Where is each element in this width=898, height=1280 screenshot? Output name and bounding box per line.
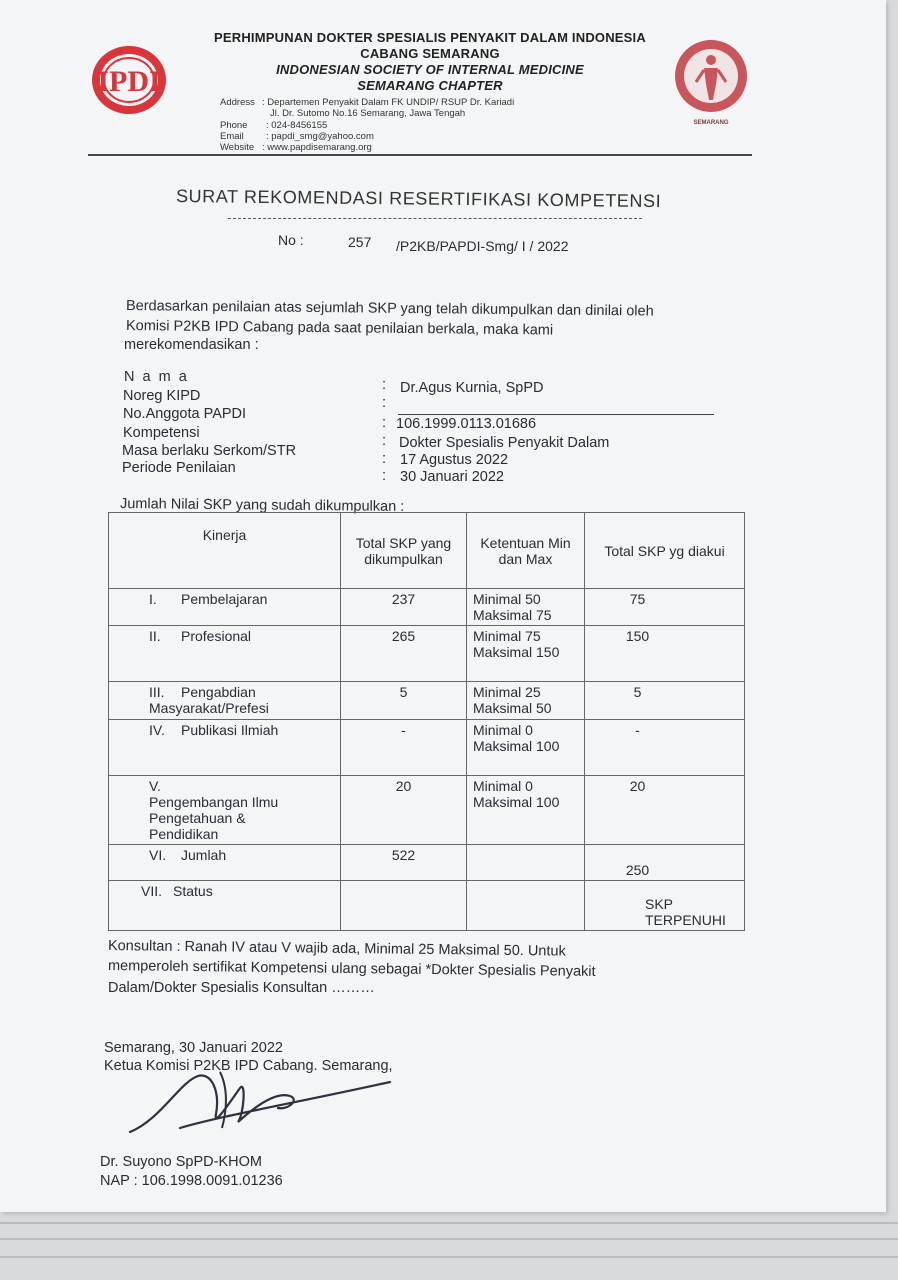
table-row xyxy=(109,682,745,720)
row-rule: Minimal 25 Maksimal 50 xyxy=(467,682,585,720)
row-rule xyxy=(467,845,585,881)
note-line3: Dalam/Dokter Spesialis Konsultan ……… xyxy=(108,980,375,996)
org-name-line3: INDONESIAN SOCIETY OF INTERNAL MEDICINE xyxy=(276,62,584,77)
phone-value: : 024-8456155 xyxy=(266,120,328,131)
field-sep: : xyxy=(382,433,387,449)
row-total xyxy=(341,881,467,931)
row-accepted: 75 xyxy=(585,589,745,626)
title-underline xyxy=(228,218,642,219)
row-name: Profesional xyxy=(181,628,252,644)
header-total-skp: Total SKP yang dikumpulkan xyxy=(341,513,467,589)
address-label: Address xyxy=(220,97,255,108)
row-accepted: - xyxy=(585,720,745,776)
field-value-competence: Dokter Spesialis Penyakit Dalam xyxy=(399,435,610,451)
row-accepted-status: SKP TERPENUHI xyxy=(585,881,745,931)
intro-line2: Komisi P2KB IPD Cabang pada saat penilaian berkala, maka kami xyxy=(125,318,554,339)
header-divider xyxy=(88,154,752,156)
table-header-row xyxy=(109,513,745,589)
field-sep: : xyxy=(382,377,387,393)
letter-title: SURAT REKOMENDASI RESERTIFIKASI KOMPETENSI xyxy=(175,186,662,212)
row-total: 237 xyxy=(341,589,467,626)
row-rule: Minimal 50 Maksimal 75 xyxy=(467,589,585,626)
letter-number-value: 257 xyxy=(348,234,372,250)
row-name: Pengabdian Masyarakat/Prefesi xyxy=(149,684,269,716)
field-sep: : xyxy=(382,468,387,484)
field-label: N a m a xyxy=(124,369,189,385)
header-total-diakui: Total SKP yg diakui xyxy=(585,513,745,589)
row-name: Pengembangan Ilmu Pengetahuan & Pendidikan xyxy=(149,794,279,842)
table-row xyxy=(109,720,745,776)
note-line2: memperoleh sertifikat Kompetensi ulang sebagai *Dokter Spesialis Penyakit xyxy=(107,958,596,980)
field-label: Periode Penilaian xyxy=(122,460,236,476)
field-label: Noreg KIPD xyxy=(123,388,201,404)
phone-label: Phone xyxy=(220,120,248,131)
header-kinerja: Kinerja xyxy=(109,513,341,589)
row-number: IV. xyxy=(149,722,165,738)
intro-line1: Berdasarkan penilaian atas sejumlah SKP yang telah dikumpulkan dan dinilai oleh xyxy=(125,298,654,320)
row-number: III. xyxy=(149,684,165,700)
field-sep: : xyxy=(382,415,387,431)
logo-left-lettering: IPDI xyxy=(97,65,161,98)
field-sep: : xyxy=(382,451,387,467)
row-name: Jumlah xyxy=(181,847,227,863)
row-accepted: 250 xyxy=(585,845,745,881)
email-value: : papdi_smg@yahoo.com xyxy=(266,131,374,142)
row-rule: Minimal 75 Maksimal 150 xyxy=(467,626,585,682)
row-name: Status xyxy=(173,883,213,899)
row-name: Pembelajaran xyxy=(181,591,268,607)
row-number: II. xyxy=(149,628,161,644)
table-row xyxy=(109,776,745,845)
email-label: Email xyxy=(220,131,244,142)
row-total: 522 xyxy=(341,845,467,881)
row-accepted: 150 xyxy=(585,626,745,682)
field-value-name: Dr.Agus Kurnia, SpPD xyxy=(400,380,544,396)
row-total: 265 xyxy=(341,626,467,682)
row-rule: Minimal 0 Maksimal 100 xyxy=(467,720,585,776)
field-sep: : xyxy=(382,395,387,411)
row-rule: Minimal 0 Maksimal 100 xyxy=(467,776,585,845)
table-caption: Jumlah Nilai SKP yang sudah dikumpulkan : xyxy=(119,496,405,515)
table-row xyxy=(109,845,745,881)
row-number: V. xyxy=(149,778,161,794)
header-ketentuan: Ketentuan Min dan Max xyxy=(467,513,585,589)
table-row xyxy=(109,589,745,626)
website-value: : www.papdisemarang.org xyxy=(262,142,372,153)
org-name-line1: PERHIMPUNAN DOKTER SPESIALIS PENYAKIT DALAM INDONESIA xyxy=(214,30,646,45)
org-name-line2: CABANG SEMARANG xyxy=(360,46,500,61)
signer-name: Dr. Suyono SpPD-KHOM xyxy=(100,1154,262,1170)
row-name: Publikasi Ilmiah xyxy=(181,722,279,738)
row-total: - xyxy=(341,720,467,776)
row-number: VI. xyxy=(149,847,167,863)
address-line2: Jl. Dr. Sutomo No.16 Semarang, Jawa Tengah xyxy=(270,108,466,119)
row-accepted: 20 xyxy=(585,776,745,845)
intro-line3: merekomendasikan : xyxy=(124,337,259,353)
signature-icon xyxy=(120,1062,420,1142)
table-row xyxy=(109,626,745,682)
row-rule xyxy=(467,881,585,931)
field-label: Masa berlaku Serkom/STR xyxy=(122,443,297,459)
row-number: I. xyxy=(149,591,157,607)
signer-nap: NAP : 106.1998.0091.01236 xyxy=(100,1173,283,1189)
skp-table xyxy=(108,512,745,931)
letter-number-suffix: /P2KB/PAPDI-Smg/ I / 2022 xyxy=(396,238,569,254)
place-date: Semarang, 30 Januari 2022 xyxy=(104,1040,283,1056)
row-accepted: 5 xyxy=(585,682,745,720)
row-total: 20 xyxy=(341,776,467,845)
note-line1: Konsultan : Ranah IV atau V wajib ada, Minimal 25 Maksimal 50. Untuk xyxy=(107,938,566,960)
field-value-validity: 17 Agustus 2022 xyxy=(400,452,509,468)
field-value-noreg-blank-line xyxy=(398,414,714,415)
field-value-period: 30 Januari 2022 xyxy=(400,469,504,485)
row-total: 5 xyxy=(341,682,467,720)
signer-role: Ketua Komisi P2KB IPD Cabang. Semarang, xyxy=(104,1058,393,1074)
org-name-line4: SEMARANG CHAPTER xyxy=(357,78,503,93)
letter-number-label: No : xyxy=(278,232,304,248)
table-row xyxy=(109,881,745,931)
field-value-member-number: 106.1999.0113.01686 xyxy=(396,416,537,432)
field-label: No.Anggota PAPDI xyxy=(123,406,247,422)
row-number: VII. xyxy=(141,883,163,899)
logo-right-caption: SEMARANG xyxy=(693,120,729,126)
address-line1: : Departemen Penyakit Dalam FK UNDIP/ RSUP Dr. Kariadi xyxy=(262,97,515,108)
website-label: Website xyxy=(220,142,255,153)
semarang-chapter-logo-icon xyxy=(670,38,752,128)
field-label: Kompetensi xyxy=(123,425,200,441)
